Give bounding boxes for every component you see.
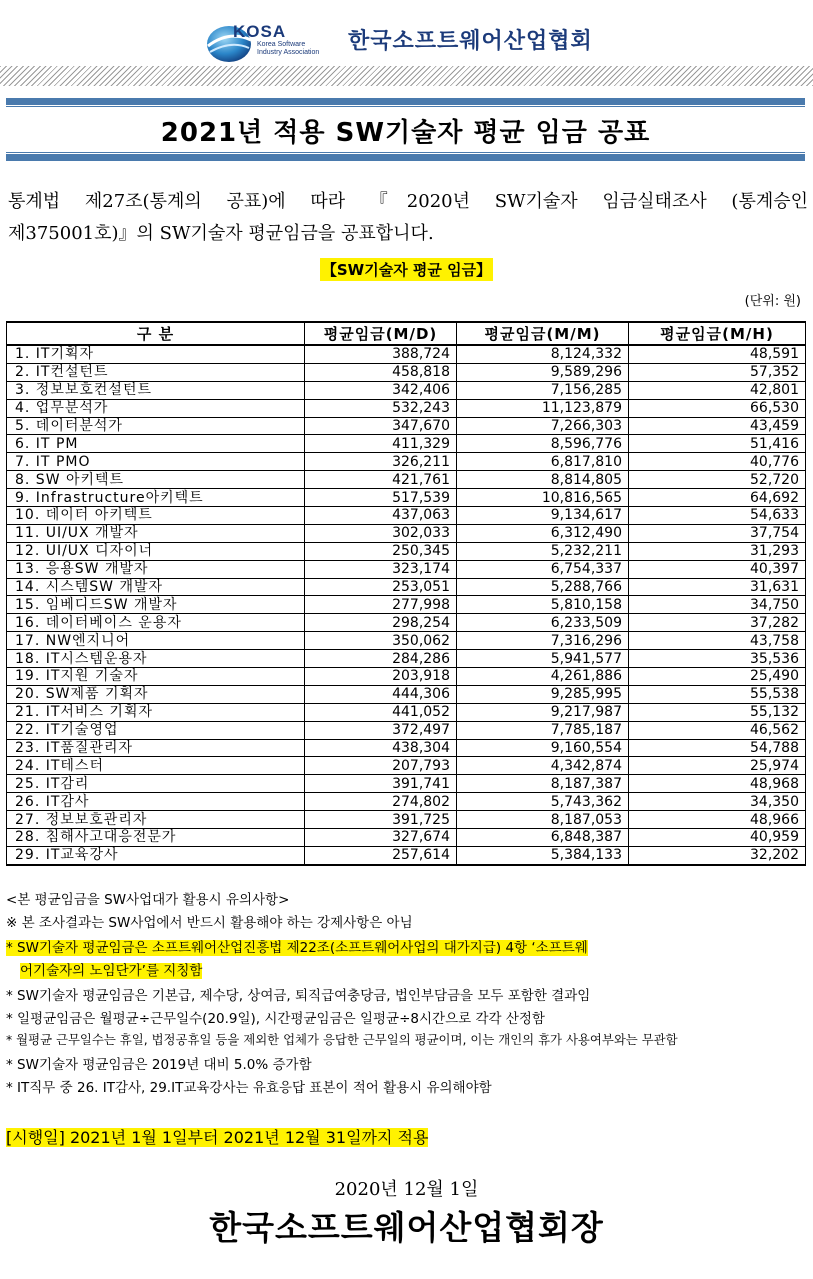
signer: 한국소프트웨어산업협회장: [209, 1208, 604, 1247]
monthly-wage-cell: 5,941,577: [457, 650, 629, 668]
table-subtitle: 【SW기술자 평균 임금】: [320, 258, 493, 281]
note-item: * SW기술자 평균임금은 기본급, 제수당, 상여금, 퇴직급여충당금, 법인부담금을 모두 포함한 결과임: [6, 988, 591, 1004]
table-row: [7, 668, 806, 686]
monthly-wage-cell: 9,589,296: [457, 363, 629, 381]
table-row: [7, 507, 806, 525]
job-title-cell: 23. IT품질관리자: [7, 739, 305, 757]
hourly-wage-cell: 32,202: [629, 846, 806, 864]
monthly-wage-cell: 5,288,766: [457, 578, 629, 596]
hourly-wage-cell: 35,536: [629, 650, 806, 668]
announcement-date: 2020년 12월 1일: [334, 1179, 479, 1200]
monthly-wage-cell: 7,316,296: [457, 632, 629, 650]
daily-wage-cell: 421,761: [305, 471, 457, 489]
daily-wage-cell: 274,802: [305, 793, 457, 811]
job-title-cell: 25. IT감리: [7, 775, 305, 793]
table-row: [7, 524, 806, 542]
job-title-cell: 17. NW엔지니어: [7, 632, 305, 650]
monthly-wage-cell: 8,814,805: [457, 471, 629, 489]
job-title-cell: 2. IT컨설턴트: [7, 363, 305, 381]
monthly-wage-cell: 5,810,158: [457, 596, 629, 614]
table-row: [7, 846, 806, 864]
hourly-wage-cell: 51,416: [629, 435, 806, 453]
job-title-cell: 6. IT PM: [7, 435, 305, 453]
hourly-wage-cell: 25,490: [629, 668, 806, 686]
job-title-cell: 13. 응용SW 개발자: [7, 560, 305, 578]
hourly-wage-cell: 43,459: [629, 417, 806, 435]
hourly-wage-cell: 42,801: [629, 381, 806, 399]
table-row: [7, 829, 806, 847]
daily-wage-cell: 327,674: [305, 829, 457, 847]
table-row: [7, 757, 806, 775]
unit-label: (단위: 원): [744, 294, 801, 309]
hourly-wage-cell: 48,966: [629, 811, 806, 829]
intro-line: 제375001호)』의 SW기술자 평균임금을 공표합니다.: [8, 223, 434, 244]
job-title-cell: 18. IT시스템운용자: [7, 650, 305, 668]
hourly-wage-cell: 40,776: [629, 453, 806, 471]
daily-wage-cell: 342,406: [305, 381, 457, 399]
org-name-header: 한국소프트웨어산업협회: [348, 29, 593, 54]
daily-wage-cell: 517,539: [305, 489, 457, 507]
table-row: [7, 650, 806, 668]
daily-wage-cell: 203,918: [305, 668, 457, 686]
table-body: [7, 345, 806, 865]
table-row: [7, 632, 806, 650]
wage-table: [6, 321, 806, 866]
table-row: [7, 793, 806, 811]
table-row: [7, 471, 806, 489]
job-title-cell: 15. 임베디드SW 개발자: [7, 596, 305, 614]
daily-wage-cell: 257,614: [305, 846, 457, 864]
logo-subtext: Industry Association: [257, 49, 320, 56]
daily-wage-cell: 437,063: [305, 507, 457, 525]
monthly-wage-cell: 7,156,285: [457, 381, 629, 399]
table-heading: [0, 258, 813, 281]
job-title-cell: 24. IT테스터: [7, 757, 305, 775]
monthly-wage-cell: 8,596,776: [457, 435, 629, 453]
daily-wage-cell: 411,329: [305, 435, 457, 453]
hourly-wage-cell: 48,591: [629, 345, 806, 363]
monthly-wage-cell: 5,232,211: [457, 542, 629, 560]
table-row: [7, 489, 806, 507]
daily-wage-cell: 391,741: [305, 775, 457, 793]
title-rule: [6, 98, 805, 105]
letterhead: [0, 0, 813, 90]
job-title-cell: 8. SW 아키텍트: [7, 471, 305, 489]
daily-wage-cell: 326,211: [305, 453, 457, 471]
job-title-cell: 26. IT감사: [7, 793, 305, 811]
monthly-wage-cell: 9,217,987: [457, 703, 629, 721]
logo-subtext: Korea Software: [257, 41, 306, 48]
hourly-wage-cell: 31,631: [629, 578, 806, 596]
monthly-wage-cell: 6,848,387: [457, 829, 629, 847]
monthly-wage-cell: 6,233,509: [457, 614, 629, 632]
monthly-wage-cell: 8,187,053: [457, 811, 629, 829]
job-title-cell: 14. 시스템SW 개발자: [7, 578, 305, 596]
header-monthly-wage: 평균임금(M/M): [457, 322, 629, 345]
hourly-wage-cell: 57,352: [629, 363, 806, 381]
job-title-cell: 5. 데이터분석가: [7, 417, 305, 435]
hourly-wage-cell: 55,538: [629, 685, 806, 703]
monthly-wage-cell: 7,266,303: [457, 417, 629, 435]
daily-wage-cell: 253,051: [305, 578, 457, 596]
monthly-wage-cell: 5,743,362: [457, 793, 629, 811]
job-title-cell: 20. SW제품 기획자: [7, 685, 305, 703]
title-rule: [6, 152, 805, 153]
kosa-logo: [205, 20, 337, 64]
daily-wage-cell: 302,033: [305, 524, 457, 542]
table-row: [7, 614, 806, 632]
monthly-wage-cell: 6,312,490: [457, 524, 629, 542]
logo-text: KOSA: [233, 22, 287, 41]
table-header-row: [7, 322, 806, 345]
job-title-cell: 7. IT PMO: [7, 453, 305, 471]
job-title-cell: 10. 데이터 아키텍트: [7, 507, 305, 525]
table-row: [7, 417, 806, 435]
job-title-cell: 1. IT기획자: [7, 345, 305, 363]
table-row: [7, 345, 806, 363]
job-title-cell: 12. UI/UX 디자이너: [7, 542, 305, 560]
monthly-wage-cell: 9,285,995: [457, 685, 629, 703]
intro-line: 통계법 제27조(통계의 공표)에 따라 『2020년 SW기술자 임금실태조사 (통계승인: [8, 191, 808, 212]
monthly-wage-cell: 4,261,886: [457, 668, 629, 686]
monthly-wage-cell: 9,160,554: [457, 739, 629, 757]
job-title-cell: 22. IT기술영업: [7, 721, 305, 739]
monthly-wage-cell: 4,342,874: [457, 757, 629, 775]
daily-wage-cell: 207,793: [305, 757, 457, 775]
hourly-wage-cell: 40,959: [629, 829, 806, 847]
monthly-wage-cell: 9,134,617: [457, 507, 629, 525]
table-row: [7, 578, 806, 596]
daily-wage-cell: 391,725: [305, 811, 457, 829]
title-rule: [6, 106, 805, 107]
hourly-wage-cell: 52,720: [629, 471, 806, 489]
table-row: [7, 363, 806, 381]
hourly-wage-cell: 31,293: [629, 542, 806, 560]
daily-wage-cell: 323,174: [305, 560, 457, 578]
hourly-wage-cell: 37,754: [629, 524, 806, 542]
monthly-wage-cell: 11,123,879: [457, 399, 629, 417]
page-title: 2021년 적용 SW기술자 평균 임금 공표: [160, 118, 651, 148]
header-divider: [0, 66, 813, 86]
hourly-wage-cell: 37,282: [629, 614, 806, 632]
monthly-wage-cell: 6,754,337: [457, 560, 629, 578]
note-item: [20, 959, 202, 979]
hourly-wage-cell: 66,530: [629, 399, 806, 417]
monthly-wage-cell: 10,816,565: [457, 489, 629, 507]
daily-wage-cell: 444,306: [305, 685, 457, 703]
hourly-wage-cell: 25,974: [629, 757, 806, 775]
daily-wage-cell: 438,304: [305, 739, 457, 757]
daily-wage-cell: 284,286: [305, 650, 457, 668]
job-title-cell: 16. 데이터베이스 운용자: [7, 614, 305, 632]
note-item: * 일평균임금은 월평균÷근무일수(20.9일), 시간평균임금은 일평균÷8시간으로 각각 산정함: [6, 1011, 545, 1027]
daily-wage-cell: 277,998: [305, 596, 457, 614]
hourly-wage-cell: 54,788: [629, 739, 806, 757]
job-title-cell: 3. 정보보호컨설턴트: [7, 381, 305, 399]
daily-wage-cell: 250,345: [305, 542, 457, 560]
hourly-wage-cell: 54,633: [629, 507, 806, 525]
highlighted-note: 어기술자의 노임단가’를 지칭함: [20, 963, 203, 979]
highlighted-note: * SW기술자 평균임금은 소프트웨어산업진흥법 제22조(소프트웨어사업의 대가지급) 4항 ‘소프트웨: [6, 940, 588, 956]
daily-wage-cell: 388,724: [305, 345, 457, 363]
monthly-wage-cell: 6,817,810: [457, 453, 629, 471]
header-category: 구 분: [7, 322, 305, 345]
job-title-cell: 11. UI/UX 개발자: [7, 524, 305, 542]
hourly-wage-cell: 34,350: [629, 793, 806, 811]
note-item: * 월평균 근무일수는 휴일, 법정공휴일 등을 제외한 업체가 응답한 근무일의 평균이며, 이는 개인의 휴가 사용여부와는 무관함: [6, 1032, 678, 1047]
monthly-wage-cell: 5,384,133: [457, 846, 629, 864]
hourly-wage-cell: 48,968: [629, 775, 806, 793]
job-title-cell: 9. Infrastructure아키텍트: [7, 489, 305, 507]
hourly-wage-cell: 43,758: [629, 632, 806, 650]
daily-wage-cell: 532,243: [305, 399, 457, 417]
table-row: [7, 399, 806, 417]
note-item: * SW기술자 평균임금은 2019년 대비 5.0% 증가함: [6, 1057, 312, 1073]
table-row: [7, 775, 806, 793]
hourly-wage-cell: 64,692: [629, 489, 806, 507]
daily-wage-cell: 372,497: [305, 721, 457, 739]
hourly-wage-cell: 55,132: [629, 703, 806, 721]
job-title-cell: 4. 업무분석가: [7, 399, 305, 417]
hourly-wage-cell: 46,562: [629, 721, 806, 739]
monthly-wage-cell: 8,124,332: [457, 345, 629, 363]
note-item: * IT직무 중 26. IT감사, 29.IT교육강사는 유효응답 표본이 적어 활용시 유의해야함: [6, 1080, 492, 1096]
monthly-wage-cell: 8,187,387: [457, 775, 629, 793]
table-row: [7, 596, 806, 614]
note-item: ※ 본 조사결과는 SW사업에서 반드시 활용해야 하는 강제사항은 아님: [6, 915, 413, 931]
job-title-cell: 29. IT교육강사: [7, 846, 305, 864]
daily-wage-cell: 350,062: [305, 632, 457, 650]
daily-wage-cell: 441,052: [305, 703, 457, 721]
table-row: [7, 381, 806, 399]
table-row: [7, 453, 806, 471]
hourly-wage-cell: 40,397: [629, 560, 806, 578]
note-item: [6, 936, 588, 956]
table-row: [7, 560, 806, 578]
table-row: [7, 739, 806, 757]
header-daily-wage: 평균임금(M/D): [305, 322, 457, 345]
table-row: [7, 703, 806, 721]
job-title-cell: 27. 정보보호관리자: [7, 811, 305, 829]
job-title-cell: 28. 침해사고대응전문가: [7, 829, 305, 847]
table-row: [7, 542, 806, 560]
job-title-cell: 19. IT지원 기술자: [7, 668, 305, 686]
table-row: [7, 435, 806, 453]
table-row: [7, 721, 806, 739]
monthly-wage-cell: 7,785,187: [457, 721, 629, 739]
daily-wage-cell: 347,670: [305, 417, 457, 435]
notes-heading: <본 평균임금을 SW사업대가 활용시 유의사항>: [6, 892, 290, 908]
table-row: [7, 685, 806, 703]
effective-date: [6, 1125, 428, 1148]
daily-wage-cell: 458,818: [305, 363, 457, 381]
header-hourly-wage: 평균임금(M/H): [629, 322, 806, 345]
table-row: [7, 811, 806, 829]
title-rule: [6, 154, 805, 161]
hourly-wage-cell: 34,750: [629, 596, 806, 614]
daily-wage-cell: 298,254: [305, 614, 457, 632]
job-title-cell: 21. IT서비스 기획자: [7, 703, 305, 721]
intro-paragraph: [8, 186, 808, 250]
effective-date-text: [시행일] 2021년 1월 1일부터 2021년 12월 31일까지 적용: [6, 1128, 429, 1147]
